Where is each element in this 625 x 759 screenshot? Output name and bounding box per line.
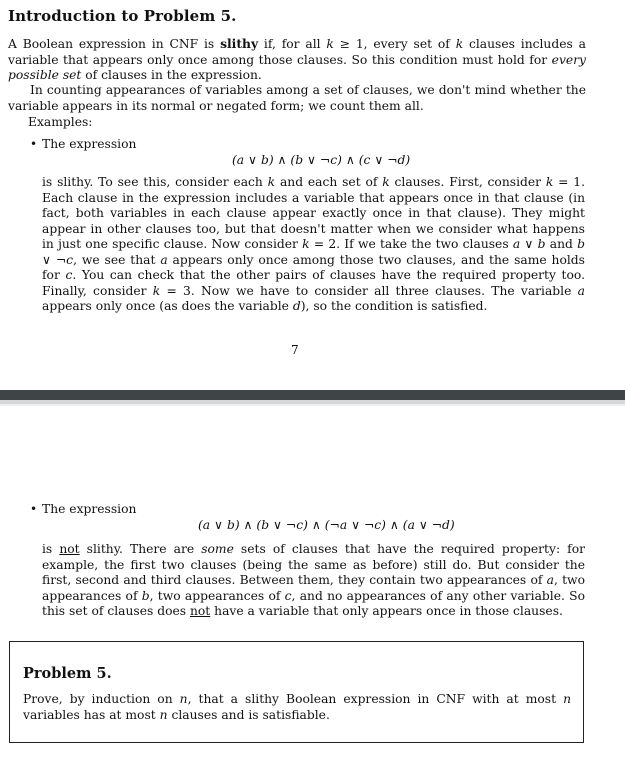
- examples-label: Examples:: [28, 115, 93, 129]
- definition-paragraph: A Boolean expression in CNF is slithy if, for all k ≥ 1, every set of k clauses includes a variable that appears only once among those clauses. So this condition must hold for every possible set of clauses in the expression.: [8, 36, 586, 82]
- counting-paragraph: In counting appearances of variables among a set of clauses, we don't mind whether the variable appears in its normal or negated form; we count them all.: [8, 83, 586, 113]
- page-number: 7: [291, 343, 299, 357]
- example-2-lead: The expression: [42, 502, 137, 516]
- term-slithy: slithy: [220, 36, 259, 51]
- problem-title: Problem 5.: [23, 665, 112, 682]
- example-2-formula: (a ∨ b) ∧ (b ∨ ¬c) ∧ (¬a ∨ ¬c) ∧ (a ∨ ¬d): [198, 518, 455, 532]
- bullet-icon: •: [30, 137, 38, 151]
- bullet-icon: •: [30, 502, 38, 516]
- problem-statement: Prove, by induction on n, that a slithy Boolean expression in CNF with at most n variables has at most n clauses and is satisfiable.: [23, 692, 571, 722]
- section-title: Introduction to Problem 5.: [8, 7, 237, 25]
- page-separator-shadow: [0, 404, 625, 406]
- example-1-explanation: is slithy. To see this, consider each k and each set of k clauses. First, consider k = 1. Each clause in the expression includes a variable that appears once in that clause (in fact, both variables in each clause appear exactly once in that clause). They might appear in other clauses too, but that doesn't matter when we consider what happens in just one specific clause. Now consider k = 2. If we take the two clauses a ∨ b and b ∨ ¬c, we see that a appears only once among those two clauses, and the same holds for c. You can check that the other pairs of clauses have the required property too. Finally, consider k = 3. Now we have to consider all three clauses. The variable a appears only once (as does the variable d), so the condition is satisfied.: [42, 175, 585, 313]
- example-1-lead: The expression: [42, 137, 137, 151]
- example-2-explanation: is not slithy. There are some sets of clauses that have the required property: for example, the first two clauses (being the same as before) still do. But consider the first, second and third clauses. Between them, they contain two appearances of a, two appearances of b, two appearances of c, and no appearances of any other variable. So this set of clauses does not have a variable that only appears once in those clauses.: [42, 542, 585, 618]
- page-separator: [0, 390, 625, 400]
- problem-box: [9, 641, 584, 743]
- example-1-formula: (a ∨ b) ∧ (b ∨ ¬c) ∧ (c ∨ ¬d): [232, 153, 411, 167]
